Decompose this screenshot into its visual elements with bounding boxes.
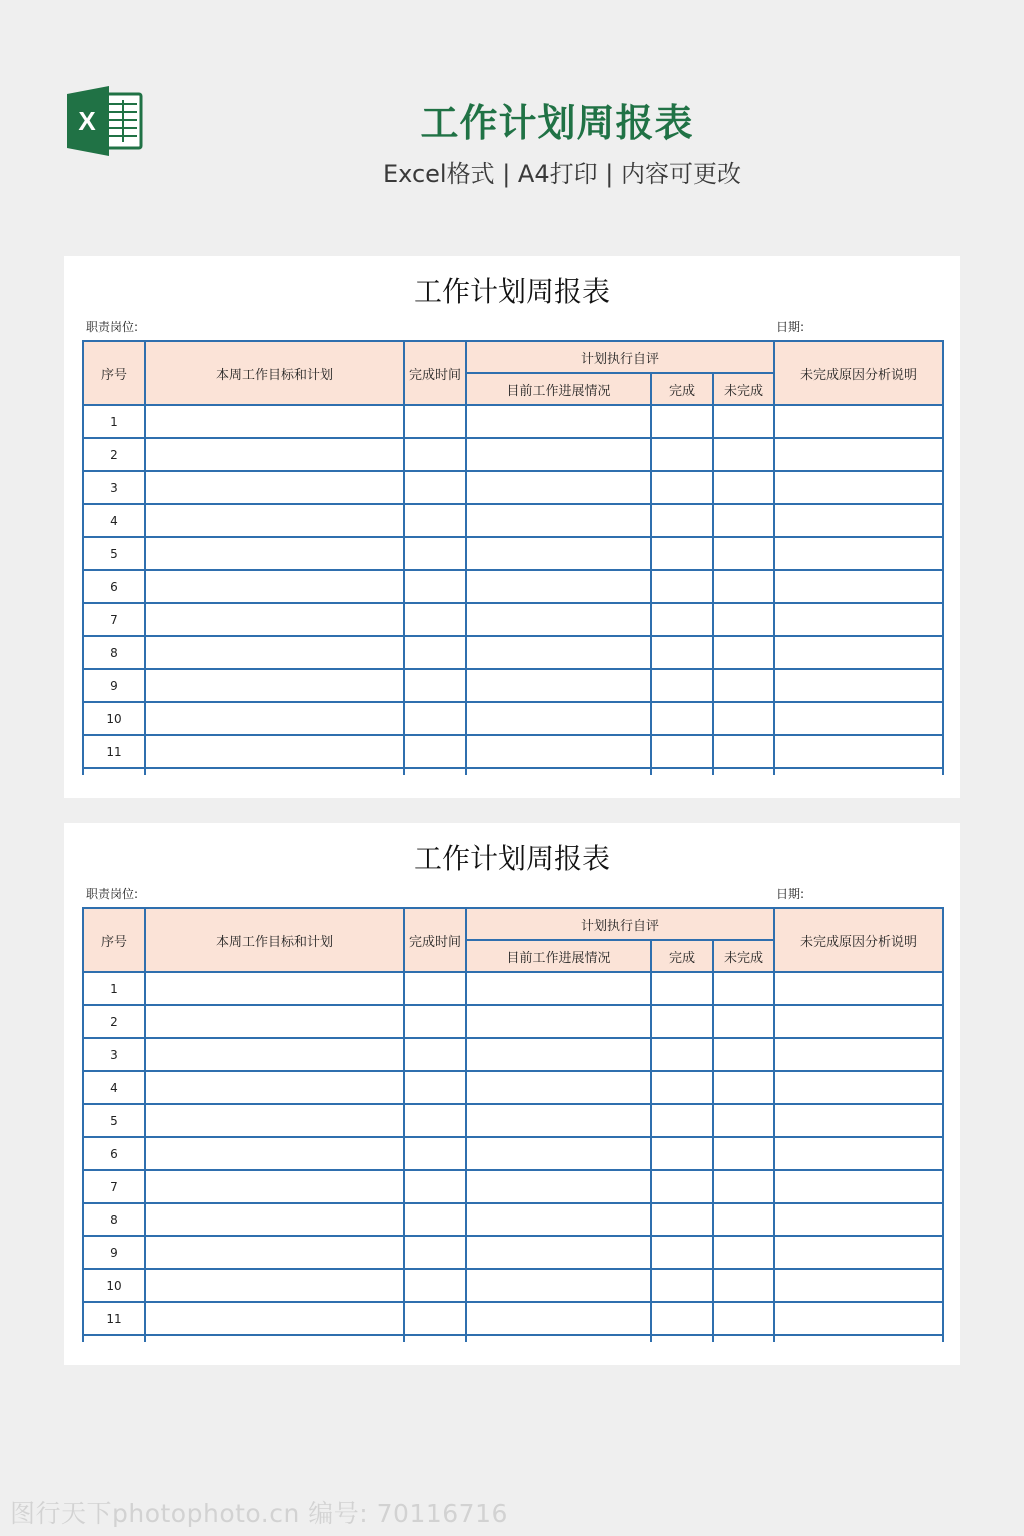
table-row [83, 1203, 943, 1236]
table-row [83, 504, 943, 537]
table-row [83, 438, 943, 471]
table-row [83, 1005, 943, 1038]
row-index: 2 [83, 1005, 145, 1038]
done-cell[interactable] [651, 636, 713, 669]
progress-cell[interactable] [466, 972, 651, 1005]
table-row [83, 1236, 943, 1269]
table-row [83, 702, 943, 735]
not-done-cell[interactable] [713, 669, 774, 702]
reason-cell[interactable] [774, 471, 943, 504]
plan-cell[interactable] [145, 1104, 404, 1137]
progress-cell[interactable] [466, 1038, 651, 1071]
plan-cell[interactable] [145, 1269, 404, 1302]
time-cell[interactable] [404, 1104, 466, 1137]
table-row-partial [83, 1335, 943, 1342]
not-done-cell[interactable] [713, 570, 774, 603]
excel-logo-letter: X [78, 106, 96, 136]
time-cell[interactable] [404, 1005, 466, 1038]
reason-cell[interactable] [774, 1137, 943, 1170]
partial-cell [466, 768, 651, 775]
col-self-eval-header: 计划执行自评 [466, 908, 774, 940]
time-cell[interactable] [404, 669, 466, 702]
table-row [83, 735, 943, 768]
progress-cell[interactable] [466, 1236, 651, 1269]
col-not-done-header: 未完成 [713, 373, 774, 405]
report-sheet-1 [64, 256, 960, 798]
progress-cell[interactable] [466, 537, 651, 570]
reason-cell[interactable] [774, 702, 943, 735]
reason-cell[interactable] [774, 972, 943, 1005]
done-cell[interactable] [651, 438, 713, 471]
col-progress-header: 目前工作进展情况 [466, 940, 651, 972]
done-cell[interactable] [651, 669, 713, 702]
reason-cell[interactable] [774, 405, 943, 438]
plan-cell[interactable] [145, 1071, 404, 1104]
col-reason-header: 未完成原因分析说明 [774, 908, 943, 972]
progress-cell[interactable] [466, 603, 651, 636]
sheet-title: 工作计划周报表 [413, 275, 610, 308]
time-cell[interactable] [404, 537, 466, 570]
plan-cell[interactable] [145, 1137, 404, 1170]
partial-cell [713, 768, 774, 775]
done-cell[interactable] [651, 405, 713, 438]
not-done-cell[interactable] [713, 1203, 774, 1236]
row-index: 10 [83, 702, 145, 735]
watermark: 图行天下photophoto.cn 编号: 70116716 [10, 1499, 508, 1528]
col-progress-header: 目前工作进展情况 [466, 373, 651, 405]
progress-cell[interactable] [466, 504, 651, 537]
not-done-cell[interactable] [713, 1236, 774, 1269]
progress-cell[interactable] [466, 1302, 651, 1335]
time-cell[interactable] [404, 570, 466, 603]
row-index: 8 [83, 636, 145, 669]
reason-cell[interactable] [774, 438, 943, 471]
done-cell[interactable] [651, 603, 713, 636]
time-cell[interactable] [404, 504, 466, 537]
report-sheet-2 [64, 823, 960, 1365]
row-index: 5 [83, 537, 145, 570]
table-row [83, 1104, 943, 1137]
table-row [83, 1038, 943, 1071]
done-cell[interactable] [651, 1203, 713, 1236]
date-label: 日期: [776, 887, 805, 901]
plan-cell[interactable] [145, 669, 404, 702]
progress-cell[interactable] [466, 1170, 651, 1203]
not-done-cell[interactable] [713, 1038, 774, 1071]
progress-cell[interactable] [466, 405, 651, 438]
not-done-cell[interactable] [713, 735, 774, 768]
position-label: 职责岗位: [86, 320, 139, 334]
row-index: 6 [83, 570, 145, 603]
row-index: 3 [83, 471, 145, 504]
row-index: 5 [83, 1104, 145, 1137]
not-done-cell[interactable] [713, 972, 774, 1005]
not-done-cell[interactable] [713, 471, 774, 504]
plan-cell[interactable] [145, 603, 404, 636]
time-cell[interactable] [404, 438, 466, 471]
plan-cell[interactable] [145, 636, 404, 669]
done-cell[interactable] [651, 735, 713, 768]
plan-cell[interactable] [145, 438, 404, 471]
page-title: 工作计划周报表 [420, 101, 694, 145]
col-index-header: 序号 [83, 908, 145, 972]
progress-cell[interactable] [466, 570, 651, 603]
reason-cell[interactable] [774, 669, 943, 702]
plan-cell[interactable] [145, 1170, 404, 1203]
not-done-cell[interactable] [713, 1269, 774, 1302]
done-cell[interactable] [651, 1038, 713, 1071]
time-cell[interactable] [404, 1269, 466, 1302]
time-cell[interactable] [404, 1071, 466, 1104]
sheet-title: 工作计划周报表 [413, 842, 610, 875]
partial-cell [651, 768, 713, 775]
row-index: 8 [83, 1203, 145, 1236]
row-index: 3 [83, 1038, 145, 1071]
not-done-cell[interactable] [713, 1302, 774, 1335]
time-cell[interactable] [404, 405, 466, 438]
partial-cell [83, 768, 145, 775]
row-index: 10 [83, 1269, 145, 1302]
time-cell[interactable] [404, 1170, 466, 1203]
table-row [83, 1137, 943, 1170]
plan-cell[interactable] [145, 537, 404, 570]
done-cell[interactable] [651, 1236, 713, 1269]
partial-cell [774, 1335, 943, 1342]
plan-cell[interactable] [145, 972, 404, 1005]
plan-cell[interactable] [145, 702, 404, 735]
time-cell[interactable] [404, 702, 466, 735]
plan-cell[interactable] [145, 570, 404, 603]
row-index: 11 [83, 735, 145, 768]
reason-cell[interactable] [774, 603, 943, 636]
partial-cell [774, 768, 943, 775]
reason-cell[interactable] [774, 1104, 943, 1137]
table-row [83, 1071, 943, 1104]
partial-cell [83, 1335, 145, 1342]
partial-cell [404, 768, 466, 775]
reason-cell[interactable] [774, 570, 943, 603]
not-done-cell[interactable] [713, 405, 774, 438]
reason-cell[interactable] [774, 1170, 943, 1203]
done-cell[interactable] [651, 1269, 713, 1302]
table-body [83, 972, 943, 1342]
not-done-cell[interactable] [713, 636, 774, 669]
time-cell[interactable] [404, 1302, 466, 1335]
table-row [83, 570, 943, 603]
done-cell[interactable] [651, 1170, 713, 1203]
done-cell[interactable] [651, 1302, 713, 1335]
done-cell[interactable] [651, 504, 713, 537]
table-row [83, 1170, 943, 1203]
reason-cell[interactable] [774, 1038, 943, 1071]
not-done-cell[interactable] [713, 702, 774, 735]
col-done-header: 完成 [651, 940, 713, 972]
page-subtitle: Excel格式 | A4打印 | 内容可更改 [383, 160, 741, 188]
row-index: 9 [83, 669, 145, 702]
progress-cell[interactable] [466, 702, 651, 735]
progress-cell[interactable] [466, 636, 651, 669]
progress-cell[interactable] [466, 1137, 651, 1170]
table-row [83, 603, 943, 636]
plan-cell[interactable] [145, 735, 404, 768]
time-cell[interactable] [404, 603, 466, 636]
plan-cell[interactable] [145, 405, 404, 438]
table-body [83, 405, 943, 775]
not-done-cell[interactable] [713, 1005, 774, 1038]
col-time-header: 完成时间 [404, 908, 466, 972]
row-index: 6 [83, 1137, 145, 1170]
not-done-cell[interactable] [713, 537, 774, 570]
partial-cell [404, 1335, 466, 1342]
not-done-cell[interactable] [713, 603, 774, 636]
plan-cell[interactable] [145, 1236, 404, 1269]
progress-cell[interactable] [466, 1005, 651, 1038]
col-plan-header: 本周工作目标和计划 [145, 341, 404, 405]
not-done-cell[interactable] [713, 1104, 774, 1137]
progress-cell[interactable] [466, 471, 651, 504]
plan-cell[interactable] [145, 1203, 404, 1236]
time-cell[interactable] [404, 972, 466, 1005]
not-done-cell[interactable] [713, 1137, 774, 1170]
time-cell[interactable] [404, 1137, 466, 1170]
done-cell[interactable] [651, 1137, 713, 1170]
time-cell[interactable] [404, 1038, 466, 1071]
done-cell[interactable] [651, 537, 713, 570]
done-cell[interactable] [651, 702, 713, 735]
reason-cell[interactable] [774, 1005, 943, 1038]
position-label: 职责岗位: [86, 887, 139, 901]
row-index: 4 [83, 504, 145, 537]
plan-cell[interactable] [145, 504, 404, 537]
col-done-header: 完成 [651, 373, 713, 405]
time-cell[interactable] [404, 1236, 466, 1269]
row-index: 2 [83, 438, 145, 471]
time-cell[interactable] [404, 471, 466, 504]
done-cell[interactable] [651, 1071, 713, 1104]
reason-cell[interactable] [774, 1302, 943, 1335]
col-not-done-header: 未完成 [713, 940, 774, 972]
table-row [83, 972, 943, 1005]
progress-cell[interactable] [466, 669, 651, 702]
done-cell[interactable] [651, 1104, 713, 1137]
time-cell[interactable] [404, 735, 466, 768]
time-cell[interactable] [404, 1203, 466, 1236]
table-row [83, 1302, 943, 1335]
not-done-cell[interactable] [713, 1170, 774, 1203]
reason-cell[interactable] [774, 735, 943, 768]
row-index: 9 [83, 1236, 145, 1269]
table-row [83, 405, 943, 438]
plan-cell[interactable] [145, 1005, 404, 1038]
reason-cell[interactable] [774, 1269, 943, 1302]
table-row [83, 1269, 943, 1302]
reason-cell[interactable] [774, 1071, 943, 1104]
table-row [83, 669, 943, 702]
done-cell[interactable] [651, 471, 713, 504]
plan-cell[interactable] [145, 471, 404, 504]
col-index-header: 序号 [83, 341, 145, 405]
row-index: 1 [83, 972, 145, 1005]
table-row [83, 537, 943, 570]
date-label: 日期: [776, 320, 805, 334]
partial-cell [145, 1335, 404, 1342]
plan-cell[interactable] [145, 1302, 404, 1335]
partial-cell [651, 1335, 713, 1342]
partial-cell [145, 768, 404, 775]
progress-cell[interactable] [466, 1071, 651, 1104]
table-row [83, 636, 943, 669]
row-index: 4 [83, 1071, 145, 1104]
partial-cell [713, 1335, 774, 1342]
reason-cell[interactable] [774, 1203, 943, 1236]
not-done-cell[interactable] [713, 438, 774, 471]
reason-cell[interactable] [774, 537, 943, 570]
report-table [82, 907, 944, 1342]
progress-cell[interactable] [466, 1203, 651, 1236]
progress-cell[interactable] [466, 1269, 651, 1302]
row-index: 11 [83, 1302, 145, 1335]
done-cell[interactable] [651, 972, 713, 1005]
table-row [83, 471, 943, 504]
progress-cell[interactable] [466, 438, 651, 471]
col-self-eval-header: 计划执行自评 [466, 341, 774, 373]
progress-cell[interactable] [466, 735, 651, 768]
col-time-header: 完成时间 [404, 341, 466, 405]
not-done-cell[interactable] [713, 1071, 774, 1104]
row-index: 1 [83, 405, 145, 438]
reason-cell[interactable] [774, 504, 943, 537]
time-cell[interactable] [404, 636, 466, 669]
not-done-cell[interactable] [713, 504, 774, 537]
report-table [82, 340, 944, 775]
reason-cell[interactable] [774, 1236, 943, 1269]
plan-cell[interactable] [145, 1038, 404, 1071]
partial-cell [466, 1335, 651, 1342]
progress-cell[interactable] [466, 1104, 651, 1137]
col-plan-header: 本周工作目标和计划 [145, 908, 404, 972]
done-cell[interactable] [651, 570, 713, 603]
col-reason-header: 未完成原因分析说明 [774, 341, 943, 405]
reason-cell[interactable] [774, 636, 943, 669]
row-index: 7 [83, 1170, 145, 1203]
row-index: 7 [83, 603, 145, 636]
done-cell[interactable] [651, 1005, 713, 1038]
table-row-partial [83, 768, 943, 775]
